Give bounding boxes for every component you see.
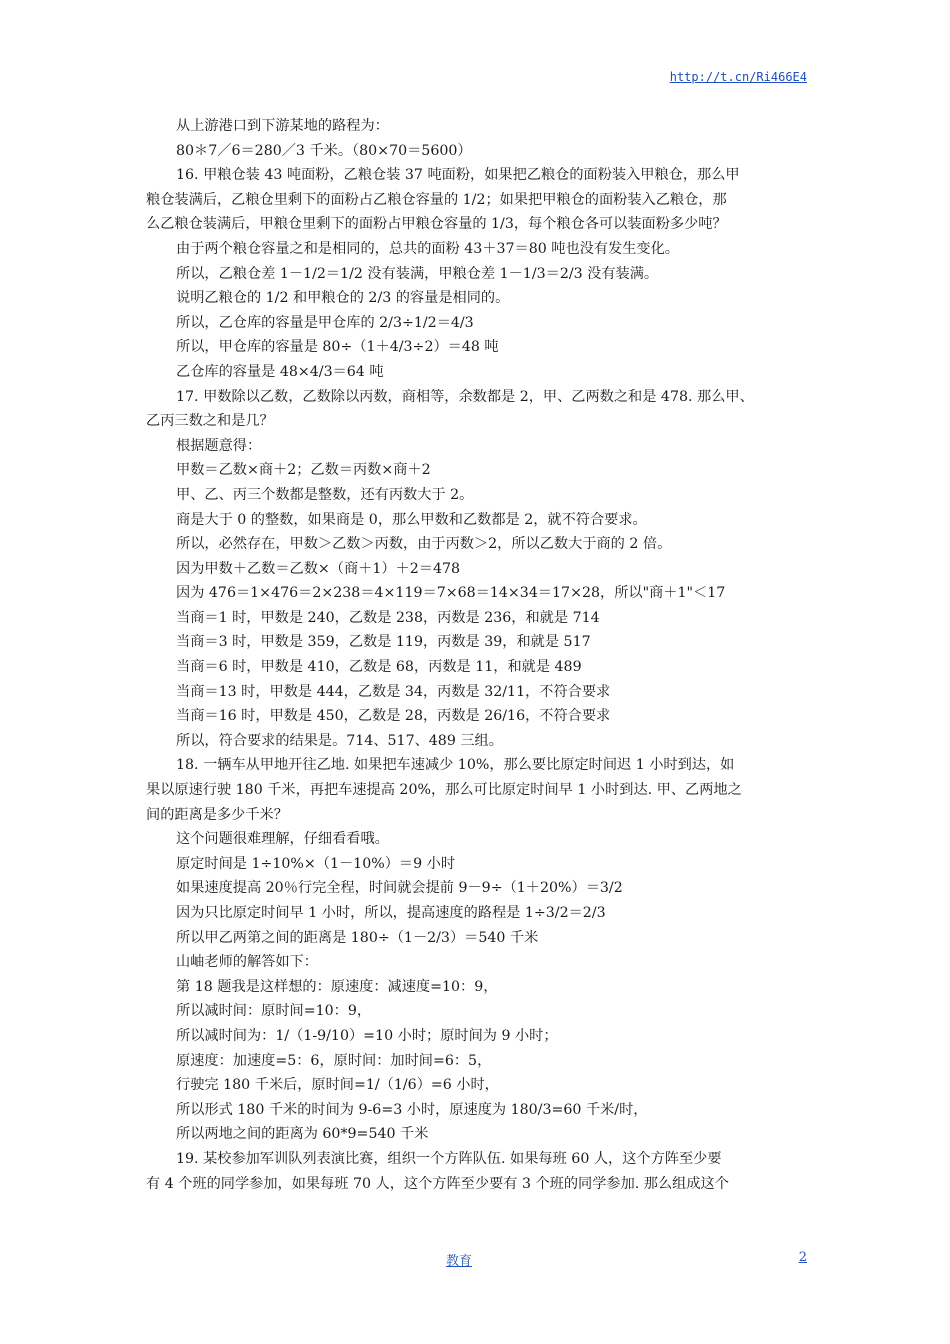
text-line: 16. 甲粮仓装 43 吨面粉，乙粮仓装 37 吨面粉，如果把乙粮仓的面粉装入甲粮仓，那么甲 <box>176 167 740 184</box>
text-line: 所以形式 180 千米的时间为 9-6=3 小时，原速度为 180/3=60 千米/时， <box>176 1101 648 1118</box>
text-line: 17. 甲数除以乙数，乙数除以丙数，商相等，余数都是 2，甲、乙两数之和是 478. 那么甲、 <box>176 388 754 405</box>
text-line: 商是大于 0 的整数，如果商是 0，那么甲数和乙数都是 2，就不符合要求。 <box>176 511 647 528</box>
text-line: 因为甲数＋乙数＝乙数×（商＋1）＋2＝478 <box>176 560 461 577</box>
text-line: 甲、乙、丙三个数都是整数，还有丙数大于 2。 <box>176 486 474 503</box>
text-line: 果以原速行驶 180 千米，再把车速提高 20%，那么可比原定时间早 1 小时到达. 甲、乙两地之 <box>146 782 742 799</box>
text-line: 所以减时间：原时间=10：9， <box>176 1003 372 1020</box>
text-line: 所以，甲仓库的容量是 80÷（1＋4/3÷2）＝48 吨 <box>176 339 499 356</box>
text-line: 原速度：加速度=5：6，原时间：加时间=6：5， <box>176 1052 492 1069</box>
text-line: 所以，乙粮仓差 1－1/2＝1/2 没有装满，甲粮仓差 1－1/3＝2/3 没有装满。 <box>176 265 659 282</box>
text-line: 因为 476＝1×476＝2×238＝4×119＝7×68＝14×34＝17×28，所以"商＋1"＜17 <box>176 585 726 602</box>
page-number: 2 <box>798 1250 807 1265</box>
text-line: 因为只比原定时间早 1 小时，所以，提高速度的路程是 1÷3/2＝2/3 <box>176 905 606 921</box>
text-line: 第 18 题我是这样想的：原速度：减速度=10：9， <box>176 978 498 995</box>
text-line: 山岫老师的解答如下： <box>176 954 318 971</box>
text-line: 有 4 个班的同学参加，如果每班 70 人，这个方阵至少要有 3 个班的同学参加. 那么组成这个 <box>146 1175 729 1192</box>
text-line: 乙丙三数之和是几？ <box>146 413 274 430</box>
text-line: 粮仓装满后，乙粮仓里剩下的面粉占乙粮仓容量的 1/2；如果把甲粮仓的面粉装入乙粮仓，那 <box>146 191 727 208</box>
text-line: 所以，乙仓库的容量是甲仓库的 2/3÷1/2＝4/3 <box>176 314 474 331</box>
text-line: 当商＝6 时，甲数是 410，乙数是 68，丙数是 11，和就是 489 <box>176 659 582 676</box>
document-body <box>146 114 810 1196</box>
text-line: 行驶完 180 千米后，原时间=1/（1/6）=6 小时， <box>176 1077 499 1094</box>
text-line: 80＊7／6＝280／3 千米。（80×70＝5600） <box>176 142 472 159</box>
text-line: 所以，符合要求的结果是。714、517、489 三组。 <box>176 732 503 749</box>
text-line: 乙仓库的容量是 48×4/3＝64 吨 <box>176 363 384 380</box>
text-line: 从上游港口到下游某地的路程为： <box>176 118 389 134</box>
text-line: 当商＝3 时，甲数是 359，乙数是 119，丙数是 39，和就是 517 <box>176 634 591 651</box>
text-line: 间的距离是多少千米？ <box>146 806 288 823</box>
text-line: 当商＝16 时，甲数是 450，乙数是 28，丙数是 26/16，不符合要求 <box>176 708 611 725</box>
text-line: 18. 一辆车从甲地开往乙地. 如果把车速减少 10%，那么要比原定时间迟 1 小时到达，如 <box>176 757 735 774</box>
text-line: 原定时间是 1÷10%×（1－10%）＝9 小时 <box>176 855 456 872</box>
text-line: 说明乙粮仓的 1/2 和甲粮仓的 2/3 的容量是相同的。 <box>176 290 510 307</box>
text-line: 当商＝1 时，甲数是 240，乙数是 238，丙数是 236，和就是 714 <box>176 609 600 626</box>
text-line: 所以两地之间的距离为 60*9=540 千米 <box>176 1126 429 1143</box>
text-line: 由于两个粮仓容量之和是相同的，总共的面粉 43＋37＝80 吨也没有发生变化。 <box>176 240 679 257</box>
text-line: 所以，必然存在，甲数＞乙数＞丙数，由于丙数＞2，所以乙数大于商的 2 倍。 <box>176 536 672 553</box>
text-line: 么乙粮仓装满后，甲粮仓里剩下的面粉占甲粮仓容量的 1/3，每个粮仓各可以装面粉多少吨？ <box>146 216 727 233</box>
text-line: 19. 某校参加军训队列表演比赛，组织一个方阵队伍. 如果每班 60 人，这个方阵至少要 <box>176 1150 722 1167</box>
text-line: 所以减时间为：1/（1-9/10）=10 小时；原时间为 9 小时； <box>176 1027 558 1044</box>
text-line: 这个问题很难理解，仔细看看哦。 <box>176 831 389 848</box>
text-line: 当商＝13 时，甲数是 444，乙数是 34，丙数是 32/11，不符合要求 <box>176 683 611 700</box>
header-link[interactable]: http://t.cn/Ri466E4 <box>669 70 807 84</box>
text-line: 如果速度提高 20％行完全程，时间就会提前 9－9÷（1＋20%）＝3/2 <box>176 880 623 897</box>
footer-label[interactable]: 教育 <box>446 1254 473 1269</box>
text-line: 根据题意得： <box>176 437 262 454</box>
text-line: 甲数＝乙数×商＋2；乙数＝丙数×商＋2 <box>176 462 431 479</box>
text-line: 所以甲乙两第之间的距离是 180÷（1－2/3）＝540 千米 <box>176 929 539 946</box>
